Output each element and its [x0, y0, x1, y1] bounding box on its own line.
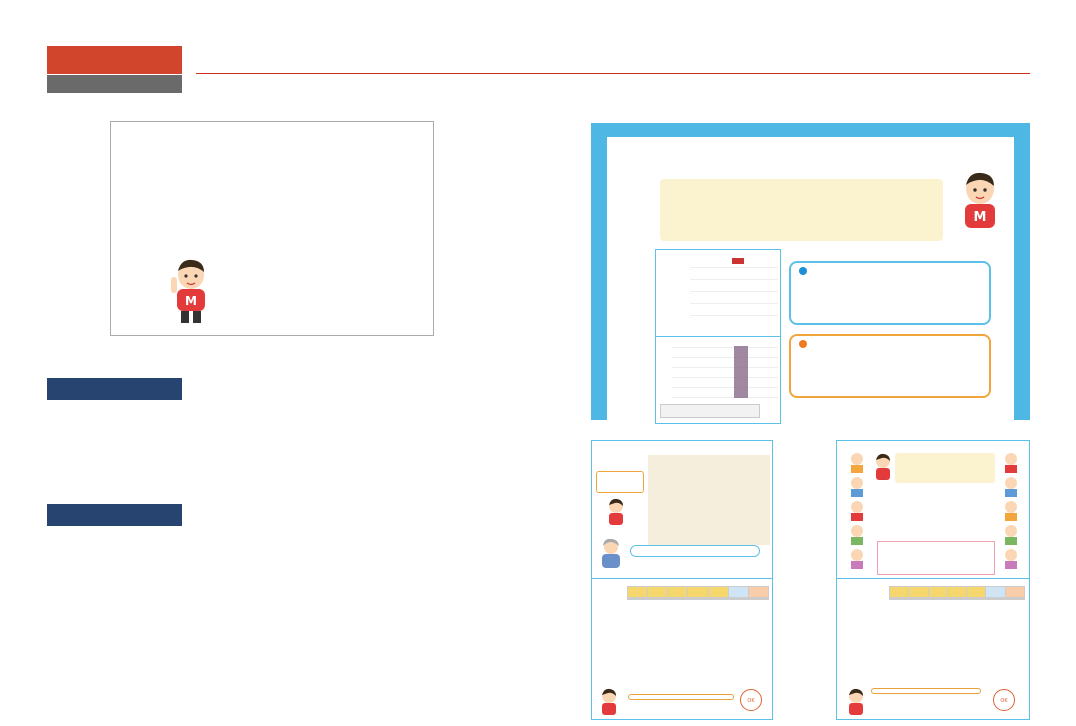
check-stamp-icon: OK	[740, 689, 762, 711]
sep-blurred-grid	[648, 455, 770, 545]
sep-day-head	[749, 587, 768, 597]
sep-grid	[627, 586, 769, 600]
mini-calendar-note	[660, 404, 760, 418]
svg-text:M: M	[973, 210, 987, 225]
upper-heading	[799, 266, 981, 278]
explanation-speech	[660, 179, 943, 241]
dec-day-head	[929, 587, 947, 597]
sep-day-head	[688, 587, 707, 597]
sep-day-head	[668, 587, 687, 597]
dec-day-head	[909, 587, 927, 597]
mascot-icon	[873, 453, 893, 481]
mascot-icon	[167, 257, 215, 327]
mascot-icon	[955, 169, 1005, 239]
check-stamp-icon: OK	[993, 689, 1015, 711]
svg-text:M: M	[185, 294, 197, 308]
sep-grid-body	[627, 598, 769, 600]
dec-grid-body	[889, 598, 1025, 600]
sep-day-head	[648, 587, 667, 597]
award-badge	[47, 46, 182, 74]
dec-done-label	[956, 657, 1015, 669]
lower-heading	[799, 339, 981, 351]
dec-grid-header	[889, 586, 1025, 598]
september-calendar	[591, 440, 773, 720]
orange-dot-icon	[799, 340, 807, 348]
sep-day-head	[729, 587, 748, 597]
mini-calendar-grid-top	[690, 256, 778, 316]
mini-calendar-preview	[655, 249, 781, 424]
sep-bottom-note	[628, 694, 734, 700]
section-heading-kufu	[47, 378, 182, 400]
dec-bottom-note	[871, 688, 981, 694]
people-icons-left	[847, 451, 867, 569]
people-icons-right	[1001, 451, 1021, 569]
sep-day-head	[709, 587, 728, 597]
mini-calendar-sat-col	[734, 346, 748, 398]
dec-day-head	[890, 587, 908, 597]
dec-grid	[889, 586, 1025, 600]
dec-speech	[895, 453, 995, 483]
dec-mud-box	[877, 541, 995, 575]
dec-day-head	[986, 587, 1004, 597]
grandma-icon	[598, 537, 624, 569]
sep-bubble	[596, 471, 644, 493]
dec-day-head	[948, 587, 966, 597]
mini-calendar-mark	[732, 258, 744, 264]
upper-calendar-box	[789, 261, 991, 325]
blue-dot-icon	[799, 267, 807, 275]
dec-divider	[837, 578, 1029, 579]
sep-grid-header	[627, 586, 769, 598]
mascot-icon	[845, 688, 867, 716]
section-heading-review	[47, 504, 182, 526]
title-rule	[196, 73, 1030, 74]
sep-day-head	[628, 587, 647, 597]
award-category	[47, 75, 182, 93]
sep-divider	[592, 578, 772, 579]
lower-calendar-box	[789, 334, 991, 398]
december-calendar	[836, 440, 1030, 720]
mini-calendar-grid-bottom	[672, 346, 778, 398]
dec-day-head	[967, 587, 985, 597]
explanation-inner	[607, 137, 1014, 420]
dec-day-head	[1006, 587, 1024, 597]
calendar-cover	[110, 121, 434, 336]
mini-divider	[656, 336, 780, 337]
mascot-icon	[604, 497, 628, 527]
mascot-icon	[598, 688, 620, 716]
explanation-panel	[591, 123, 1030, 420]
sep-message-1	[630, 545, 760, 557]
